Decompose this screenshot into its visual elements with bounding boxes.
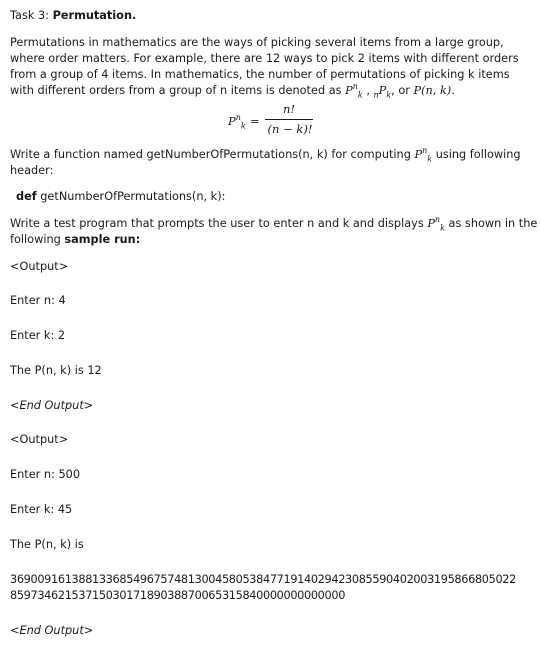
test-desc-line-1: Write a test program that prompts the user to enter n and k and displays $P^n_k$ as shown in the <box>10 215 538 233</box>
intro-line-2: where order matters. For example, there are 12 ways to pick 2 items with different orders <box>10 52 519 65</box>
run2-big-number-line-2: 8597346215371503017189038870065315840000000000000 <box>10 589 346 602</box>
run1-close-tag: <End Output> <box>10 399 94 412</box>
formula-equals: = <box>250 114 260 128</box>
function-signature: getNumberOfPermutations(n, k): <box>36 190 226 203</box>
function-header-code <box>16 190 225 204</box>
permutation-formula <box>228 101 318 139</box>
intro-line-1: Permutations in mathematics are the ways of picking several items from a large group, <box>10 36 504 49</box>
task-title <box>10 9 136 23</box>
def-keyword: def <box>16 190 37 203</box>
run2-enter-k: Enter k: 45 <box>10 503 73 516</box>
run2-enter-n: Enter n: 500 <box>10 468 81 481</box>
function-desc-symbol: $P^n_k$ <box>414 146 433 164</box>
intro-line-3: from a group of 4 items. In mathematics, the number of permutations of picking k items <box>10 68 510 81</box>
run2-open-tag: <Output> <box>10 433 69 446</box>
run2-big-number-line-1: 36900916138813368549675748130045805384771914029423085590402003195866805022 <box>10 573 516 586</box>
test-desc-symbol: $P^n_k$ <box>427 215 445 233</box>
function-desc-line-1: Write a function named getNumberOfPermutations(n, k) for computing $P^n_k$ using following <box>10 146 521 164</box>
formula-numerator: n! <box>282 102 296 116</box>
task-prefix: Task 3: <box>10 9 53 22</box>
notation-pre-n: n <box>373 90 379 100</box>
intro-line-4: with different orders from a group of n items is denoted as $P^n_k$ , $_nP_k$, or P(n, k). <box>10 82 455 100</box>
run1-result: The P(n, k) is 12 <box>10 364 102 377</box>
run1-open-tag: <Output> <box>10 260 69 273</box>
fraction-bar <box>265 119 313 120</box>
test-desc-line-2: following sample run: <box>10 233 141 246</box>
run1-enter-n: Enter n: 4 <box>10 294 66 307</box>
run2-close-tag: <End Output> <box>10 624 94 637</box>
notation-p-sup-sub: $P^n_k$ <box>345 82 363 100</box>
task-name: Permutation. <box>52 9 137 22</box>
function-desc-line-2: header: <box>10 164 54 177</box>
formula-denominator: (n − k)! <box>267 122 313 136</box>
run2-result: The P(n, k) is <box>10 538 84 551</box>
run1-enter-k: Enter k: 2 <box>10 329 66 342</box>
notation-p-nk: P(n, k) <box>413 84 452 97</box>
formula-lhs: $P^n_k$ <box>228 113 246 131</box>
intro-line-4-text: with different orders from a group of n items is denoted as <box>10 84 346 97</box>
notation-p-sub: $P_k$ <box>378 84 392 100</box>
